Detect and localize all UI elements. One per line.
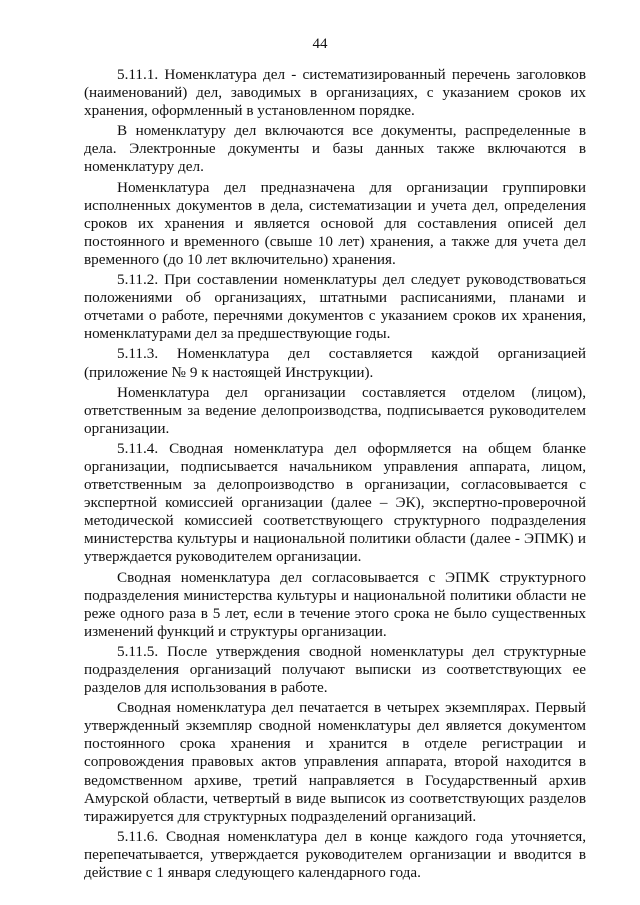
paragraph-5-11-3: 5.11.3. Номенклатура дел составляется каждой организацией (приложение № 9 к настоящей Инструкции).	[84, 345, 586, 381]
paragraph-5-11-2: 5.11.2. При составлении номенклатуры дел следует руководствоваться положениями об организациях, штатными расписаниями, планами и отчетами о работе, перечнями документов с указанием сроков их хранения, номенклатурами дел за предшествующие годы.	[84, 271, 586, 343]
paragraph-5-11-6: 5.11.6. Сводная номенклатура дел в конце каждого года уточняется, перепечатывается, утверждается руководителем организации и вводится в действие с 1 января следующего календарного года.	[84, 827, 586, 882]
paragraph-5-11-4: 5.11.4. Сводная номенклатура дел оформляется на общем бланке организации, подписывается начальником управления аппарата, лицом, ответственным за делопроизводство в организации, согласовывается с экспертной комиссией организации (далее – ЭК), экспертно-проверочной методической комиссией соответствующего структурного подразделения министерства культуры и национальной политики области (далее - ЭПМК) и утверждается руководителем организации.	[84, 439, 586, 566]
paragraph-consolidated-approval: Сводная номенклатура дел согласовывается с ЭПМК структурного подразделения министерства культуры и национальной политики области не реже одного раза в 5 лет, если в течение этого срока не было существенных изменений функций и структуры организации.	[84, 568, 586, 640]
paragraph-nomenclature-compiled: Номенклатура дел организации составляется отделом (лицом), ответственным за ведение делопроизводства, подписывается руководителем организации.	[84, 383, 586, 437]
paragraph-nomenclature-includes: В номенклатуру дел включаются все документы, распределенные в дела. Электронные документы и базы данных также включаются в номенклатуру дел.	[84, 122, 586, 176]
document-body	[84, 66, 586, 884]
paragraph-four-copies: Сводная номенклатура дел печатается в четырех экземплярах. Первый утвержденный экземпляр сводной номенклатуры дел является документом постоянного срока хранения и хранится в отделе регистрации и сопровождения правовых актов управления аппарата, второй находится в ведомственном архиве, третий направляется в Государственный архив Амурской области, четвертый в виде выписок из соответствующих разделов тиражируется для структурных подразделений организаций.	[84, 699, 586, 825]
paragraph-nomenclature-purpose: Номенклатура дел предназначена для организации группировки исполненных документов в дела, систематизации и учета дел, определения сроков их хранения и является основой для составления описей дел постоянного и временного (свыше 10 лет) хранения, а также для учета дел временного (до 10 лет включительно) хранения.	[84, 178, 586, 268]
page-number: 44	[312, 36, 328, 52]
paragraph-5-11-1: 5.11.1. Номенклатура дел - систематизированный перечень заголовков (наименований) дел, заводимых в организациях, с указанием сроков их хранения, оформленный в установленном порядке.	[84, 66, 586, 120]
paragraph-5-11-5: 5.11.5. После утверждения сводной номенклатуры дел структурные подразделения организаций получают выписки из соответствующих ее разделов для использования в работе.	[84, 642, 586, 697]
